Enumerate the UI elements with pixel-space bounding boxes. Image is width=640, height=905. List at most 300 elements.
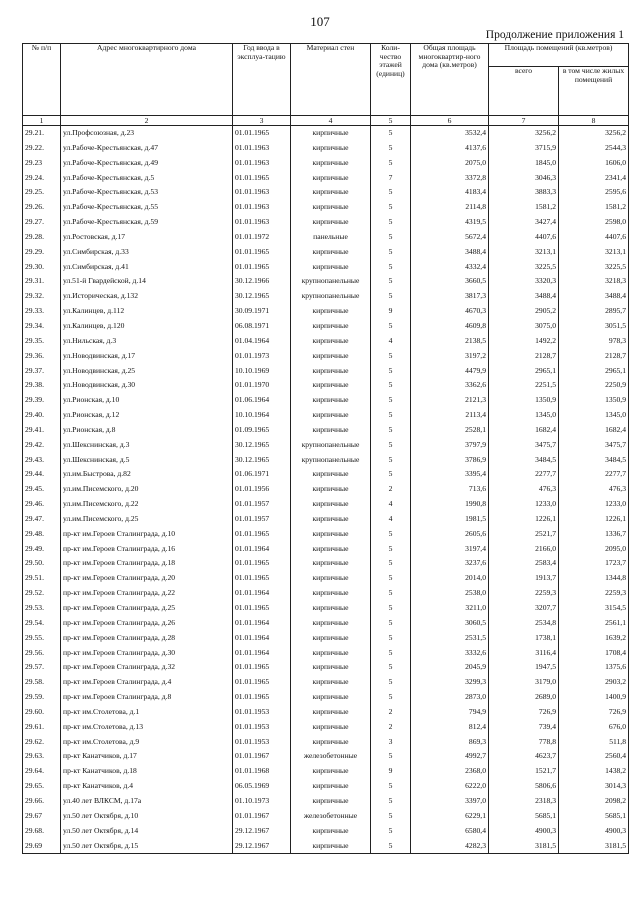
col-number-2: 2: [61, 116, 233, 126]
address: ул.50 лет Октября, д.14: [61, 824, 233, 839]
row-number: 29.36.: [23, 349, 61, 364]
wall-material: кирпичные: [291, 245, 371, 260]
table-row: [23, 690, 629, 705]
residential-area: 3225,5: [559, 260, 629, 275]
residential-area: 2595,6: [559, 185, 629, 200]
floors: 5: [371, 215, 411, 230]
rooms-area-all: 4623,7: [489, 749, 559, 764]
wall-material: кирпичные: [291, 319, 371, 334]
commission-date: 29.12.1967: [233, 824, 291, 839]
floors: 5: [371, 601, 411, 616]
commission-date: 01.01.1953: [233, 705, 291, 720]
table-row: [23, 438, 629, 453]
residential-area: 2277,7: [559, 467, 629, 482]
commission-date: 01.01.1972: [233, 230, 291, 245]
wall-material: кирпичные: [291, 200, 371, 215]
commission-date: 01.06.1971: [233, 467, 291, 482]
col-header-num: № п/п: [23, 44, 61, 116]
rooms-area-all: 3427,4: [489, 215, 559, 230]
residential-area: 2259,3: [559, 586, 629, 601]
floors: 5: [371, 690, 411, 705]
row-number: 29.24.: [23, 171, 61, 186]
col-header-material: Материал стен: [291, 44, 371, 116]
rooms-area-all: 2251,5: [489, 378, 559, 393]
address: ул.Шекснинская, д.5: [61, 453, 233, 468]
residential-area: 3488,4: [559, 289, 629, 304]
total-area: 6229,1: [411, 809, 489, 824]
residential-area: 1336,7: [559, 527, 629, 542]
total-area: 5672,4: [411, 230, 489, 245]
floors: 5: [371, 794, 411, 809]
rooms-area-all: 3715,9: [489, 141, 559, 156]
total-area: 2538,0: [411, 586, 489, 601]
total-area: 2528,1: [411, 423, 489, 438]
table-row: [23, 408, 629, 423]
col-number-7: 7: [489, 116, 559, 126]
address: ул.Профсоюзная, д.23: [61, 126, 233, 141]
row-number: 29.51.: [23, 571, 61, 586]
col-number-6: 6: [411, 116, 489, 126]
total-area: 2531,5: [411, 631, 489, 646]
rooms-area-all: 3207,7: [489, 601, 559, 616]
commission-date: 01.01.1965: [233, 260, 291, 275]
col-number-5: 5: [371, 116, 411, 126]
total-area: 713,6: [411, 482, 489, 497]
row-number: 29.61.: [23, 720, 61, 735]
floors: 7: [371, 171, 411, 186]
address: ул.им.Писемского, д.25: [61, 512, 233, 527]
total-area: 6222,0: [411, 779, 489, 794]
wall-material: панельные: [291, 230, 371, 245]
wall-material: кирпичные: [291, 631, 371, 646]
commission-date: 01.01.1967: [233, 749, 291, 764]
table-row: [23, 646, 629, 661]
floors: 4: [371, 334, 411, 349]
residential-area: 3154,5: [559, 601, 629, 616]
wall-material: кирпичные: [291, 720, 371, 735]
total-area: 3532,4: [411, 126, 489, 141]
row-number: 29.55.: [23, 631, 61, 646]
rooms-area-all: 2905,2: [489, 304, 559, 319]
residential-area: 2560,4: [559, 749, 629, 764]
wall-material: кирпичные: [291, 141, 371, 156]
floors: 5: [371, 646, 411, 661]
rooms-area-all: 1845,0: [489, 156, 559, 171]
address: пр-кт им.Героев Сталинграда, д.30: [61, 646, 233, 661]
table-row: [23, 453, 629, 468]
residential-area: 3256,2: [559, 126, 629, 141]
commission-date: 01.01.1963: [233, 215, 291, 230]
row-number: 29.54.: [23, 616, 61, 631]
total-area: 3397,0: [411, 794, 489, 809]
floors: 5: [371, 141, 411, 156]
wall-material: крупнопанельные: [291, 289, 371, 304]
col-header-all: всего: [489, 67, 559, 116]
commission-date: 30.12.1965: [233, 438, 291, 453]
table-row: [23, 304, 629, 319]
address: ул.Историческая, д.132: [61, 289, 233, 304]
total-area: 3299,3: [411, 675, 489, 690]
row-number: 29.33.: [23, 304, 61, 319]
table-row: [23, 720, 629, 735]
total-area: 1990,8: [411, 497, 489, 512]
row-number: 29.28.: [23, 230, 61, 245]
commission-date: 01.09.1965: [233, 423, 291, 438]
commission-date: 01.04.1964: [233, 334, 291, 349]
wall-material: кирпичные: [291, 794, 371, 809]
address: ул.Рабоче-Крестьянская, д.49: [61, 156, 233, 171]
commission-date: 06.08.1971: [233, 319, 291, 334]
residential-area: 1682,4: [559, 423, 629, 438]
address: ул.Рионская, д.8: [61, 423, 233, 438]
address: пр-кт им.Героев Сталинграда, д.20: [61, 571, 233, 586]
wall-material: кирпичные: [291, 690, 371, 705]
table-row: [23, 601, 629, 616]
wall-material: кирпичные: [291, 764, 371, 779]
residential-area: 2895,7: [559, 304, 629, 319]
row-number: 29.37.: [23, 364, 61, 379]
col-number-8: 8: [559, 116, 629, 126]
residential-area: 1581,2: [559, 200, 629, 215]
wall-material: кирпичные: [291, 260, 371, 275]
total-area: 3797,9: [411, 438, 489, 453]
wall-material: кирпичные: [291, 467, 371, 482]
rooms-area-all: 3181,5: [489, 839, 559, 854]
table-row: [23, 497, 629, 512]
col-header-floors: Коли-чество этажей (единиц): [371, 44, 411, 116]
commission-date: 30.12.1965: [233, 289, 291, 304]
floors: 5: [371, 542, 411, 557]
rooms-area-all: 3116,4: [489, 646, 559, 661]
floors: 9: [371, 764, 411, 779]
table-row: [23, 334, 629, 349]
floors: 5: [371, 631, 411, 646]
floors: 5: [371, 156, 411, 171]
commission-date: 01.01.1963: [233, 156, 291, 171]
table-row: [23, 260, 629, 275]
address: ул.51-й Гвардейской, д.14: [61, 274, 233, 289]
total-area: 3197,2: [411, 349, 489, 364]
rooms-area-all: 1226,1: [489, 512, 559, 527]
residential-area: 3475,7: [559, 438, 629, 453]
rooms-area-all: 3475,7: [489, 438, 559, 453]
total-area: 4319,5: [411, 215, 489, 230]
floors: 5: [371, 408, 411, 423]
table-row: [23, 378, 629, 393]
col-header-residential: в том числе жилых помещений: [559, 67, 629, 116]
wall-material: кирпичные: [291, 542, 371, 557]
residential-area: 1708,4: [559, 646, 629, 661]
address: ул.Новодвинская, д.17: [61, 349, 233, 364]
address: пр-кт им.Героев Сталинграда, д.28: [61, 631, 233, 646]
commission-date: 01.01.1967: [233, 809, 291, 824]
total-area: 2121,3: [411, 393, 489, 408]
table-row: [23, 616, 629, 631]
commission-date: 01.01.1963: [233, 185, 291, 200]
rooms-area-all: 1345,0: [489, 408, 559, 423]
address: ул.Нильская, д.3: [61, 334, 233, 349]
wall-material: кирпичные: [291, 423, 371, 438]
floors: 2: [371, 705, 411, 720]
row-number: 29.43.: [23, 453, 61, 468]
total-area: 2014,0: [411, 571, 489, 586]
floors: 5: [371, 245, 411, 260]
floors: 5: [371, 779, 411, 794]
total-area: 2113,4: [411, 408, 489, 423]
address: пр-кт им.Героев Сталинграда, д.4: [61, 675, 233, 690]
rooms-area-all: 1350,9: [489, 393, 559, 408]
floors: 5: [371, 467, 411, 482]
rooms-area-all: 1581,2: [489, 200, 559, 215]
row-number: 29.46.: [23, 497, 61, 512]
commission-date: 01.01.1970: [233, 378, 291, 393]
floors: 4: [371, 497, 411, 512]
rooms-area-all: 3225,5: [489, 260, 559, 275]
commission-date: 01.01.1963: [233, 141, 291, 156]
commission-date: 01.01.1956: [233, 482, 291, 497]
floors: 5: [371, 126, 411, 141]
table-row: [23, 809, 629, 824]
row-number: 29.58.: [23, 675, 61, 690]
table-row: [23, 779, 629, 794]
rooms-area-all: 3256,2: [489, 126, 559, 141]
total-area: 869,3: [411, 735, 489, 750]
row-number: 29.45.: [23, 482, 61, 497]
floors: 2: [371, 482, 411, 497]
total-area: 3362,6: [411, 378, 489, 393]
table-row: [23, 675, 629, 690]
commission-date: 30.12.1966: [233, 274, 291, 289]
rooms-area-all: 2534,8: [489, 616, 559, 631]
wall-material: кирпичные: [291, 556, 371, 571]
row-number: 29.25.: [23, 185, 61, 200]
table-row: [23, 185, 629, 200]
table-row: [23, 230, 629, 245]
residential-area: 511,8: [559, 735, 629, 750]
total-area: 2368,0: [411, 764, 489, 779]
wall-material: кирпичные: [291, 482, 371, 497]
address: ул.Рабоче-Крестьянская, д.55: [61, 200, 233, 215]
rooms-area-all: 2166,0: [489, 542, 559, 557]
rooms-area-all: 4900,3: [489, 824, 559, 839]
floors: 5: [371, 438, 411, 453]
residential-area: 978,3: [559, 334, 629, 349]
rooms-area-all: 2583,4: [489, 556, 559, 571]
table-row: [23, 364, 629, 379]
residential-area: 476,3: [559, 482, 629, 497]
rooms-area-all: 3179,0: [489, 675, 559, 690]
row-number: 29.68.: [23, 824, 61, 839]
address: ул.Ростовская, д.17: [61, 230, 233, 245]
address: ул.50 лет Октября, д.10: [61, 809, 233, 824]
floors: 5: [371, 378, 411, 393]
residential-area: 2128,7: [559, 349, 629, 364]
residential-area: 2903,2: [559, 675, 629, 690]
address: пр-кт им.Героев Сталинграда, д.26: [61, 616, 233, 631]
floors: 5: [371, 393, 411, 408]
residential-area: 1438,2: [559, 764, 629, 779]
total-area: 794,9: [411, 705, 489, 720]
appendix-continuation-title: Продолжение приложения 1: [485, 29, 624, 41]
wall-material: кирпичные: [291, 497, 371, 512]
rooms-area-all: 3046,3: [489, 171, 559, 186]
address: пр-кт им.Героев Сталинграда, д.16: [61, 542, 233, 557]
residential-area: 1639,2: [559, 631, 629, 646]
address: пр-кт Канатчиков, д.17: [61, 749, 233, 764]
floors: 5: [371, 809, 411, 824]
table-row: [23, 200, 629, 215]
row-number: 29.32.: [23, 289, 61, 304]
table-row: [23, 215, 629, 230]
row-number: 29.63.: [23, 749, 61, 764]
floors: 5: [371, 185, 411, 200]
table-row: [23, 319, 629, 334]
residential-area: 1606,0: [559, 156, 629, 171]
commission-date: 01.01.1965: [233, 675, 291, 690]
wall-material: кирпичные: [291, 675, 371, 690]
wall-material: кирпичные: [291, 393, 371, 408]
address: ул.Рабоче-Крестьянская, д.47: [61, 141, 233, 156]
total-area: 1981,5: [411, 512, 489, 527]
rooms-area-all: 2318,3: [489, 794, 559, 809]
table-row: [23, 126, 629, 141]
floors: 5: [371, 586, 411, 601]
total-area: 3660,5: [411, 274, 489, 289]
row-number: 29.69: [23, 839, 61, 854]
wall-material: кирпичные: [291, 616, 371, 631]
residential-area: 2965,1: [559, 364, 629, 379]
row-number: 29.34.: [23, 319, 61, 334]
address: ул.Рабоче-Крестьянская, д.59: [61, 215, 233, 230]
rooms-area-all: 1492,2: [489, 334, 559, 349]
rooms-area-all: 2128,7: [489, 349, 559, 364]
residential-area: 3014,3: [559, 779, 629, 794]
table-row: [23, 393, 629, 408]
col-header-year: Год ввода в эксплуа-тацию: [233, 44, 291, 116]
floors: 5: [371, 364, 411, 379]
wall-material: кирпичные: [291, 349, 371, 364]
rooms-area-all: 778,8: [489, 735, 559, 750]
rooms-area-all: 2965,1: [489, 364, 559, 379]
address: ул.Симбирская, д.41: [61, 260, 233, 275]
floors: 5: [371, 675, 411, 690]
table-row: [23, 274, 629, 289]
residential-area: 2544,3: [559, 141, 629, 156]
rooms-area-all: 726,9: [489, 705, 559, 720]
residential-area: 1723,7: [559, 556, 629, 571]
wall-material: кирпичные: [291, 126, 371, 141]
address: ул.Рабоче-Крестьянская, д.5: [61, 171, 233, 186]
row-number: 29.26.: [23, 200, 61, 215]
total-area: 4183,4: [411, 185, 489, 200]
floors: 5: [371, 423, 411, 438]
residential-area: 5685,1: [559, 809, 629, 824]
rooms-area-all: 3075,0: [489, 319, 559, 334]
floors: 5: [371, 616, 411, 631]
commission-date: 01.01.1953: [233, 720, 291, 735]
floors: 5: [371, 556, 411, 571]
total-area: 2873,0: [411, 690, 489, 705]
rooms-area-all: 3883,3: [489, 185, 559, 200]
table-row: [23, 245, 629, 260]
commission-date: 10.10.1969: [233, 364, 291, 379]
rooms-area-all: 1913,7: [489, 571, 559, 586]
rooms-area-all: 2277,7: [489, 467, 559, 482]
residential-area: 1344,8: [559, 571, 629, 586]
table-row: [23, 839, 629, 854]
commission-date: 01.01.1957: [233, 497, 291, 512]
row-number: 29.64.: [23, 764, 61, 779]
floors: 5: [371, 230, 411, 245]
residential-area: 1345,0: [559, 408, 629, 423]
row-number: 29.40.: [23, 408, 61, 423]
floors: 5: [371, 660, 411, 675]
total-area: 4609,8: [411, 319, 489, 334]
rooms-area-all: 3213,1: [489, 245, 559, 260]
rooms-area-all: 4407,6: [489, 230, 559, 245]
col-number-1: 1: [23, 116, 61, 126]
commission-date: 30.09.1971: [233, 304, 291, 319]
table-row: [23, 141, 629, 156]
floors: 9: [371, 304, 411, 319]
commission-date: 01.01.1965: [233, 527, 291, 542]
table-row: [23, 764, 629, 779]
commission-date: 01.01.1963: [233, 200, 291, 215]
commission-date: 01.01.1965: [233, 171, 291, 186]
commission-date: 01.01.1964: [233, 646, 291, 661]
wall-material: кирпичные: [291, 334, 371, 349]
rooms-area-all: 739,4: [489, 720, 559, 735]
residential-area: 2250,9: [559, 378, 629, 393]
address: ул.Симбирская, д.33: [61, 245, 233, 260]
floors: 5: [371, 527, 411, 542]
address: ул.им.Быстрова, д.82: [61, 467, 233, 482]
wall-material: кирпичные: [291, 527, 371, 542]
commission-date: 10.10.1964: [233, 408, 291, 423]
row-number: 29.65.: [23, 779, 61, 794]
table-row: [23, 735, 629, 750]
floors: 5: [371, 260, 411, 275]
total-area: 2045,9: [411, 660, 489, 675]
address: ул.Рионская, д.12: [61, 408, 233, 423]
row-number: 29.39.: [23, 393, 61, 408]
address: ул.им.Писемского, д.22: [61, 497, 233, 512]
floors: 5: [371, 289, 411, 304]
commission-date: 01.01.1965: [233, 571, 291, 586]
wall-material: кирпичные: [291, 512, 371, 527]
table-row: [23, 512, 629, 527]
floors: 5: [371, 200, 411, 215]
total-area: 3817,3: [411, 289, 489, 304]
floors: 3: [371, 735, 411, 750]
total-area: 4332,4: [411, 260, 489, 275]
residential-area: 3051,5: [559, 319, 629, 334]
table-row: [23, 749, 629, 764]
wall-material: кирпичные: [291, 779, 371, 794]
total-area: 3332,6: [411, 646, 489, 661]
wall-material: кирпичные: [291, 304, 371, 319]
total-area: 2114,8: [411, 200, 489, 215]
wall-material: крупнопанельные: [291, 453, 371, 468]
row-number: 29.57.: [23, 660, 61, 675]
table-row: [23, 794, 629, 809]
rooms-area-all: 2259,3: [489, 586, 559, 601]
table-row: [23, 542, 629, 557]
address: ул.Калинцев, д.112: [61, 304, 233, 319]
residential-area: 1400,9: [559, 690, 629, 705]
commission-date: 01.01.1965: [233, 556, 291, 571]
address: пр-кт им.Героев Сталинграда, д.18: [61, 556, 233, 571]
